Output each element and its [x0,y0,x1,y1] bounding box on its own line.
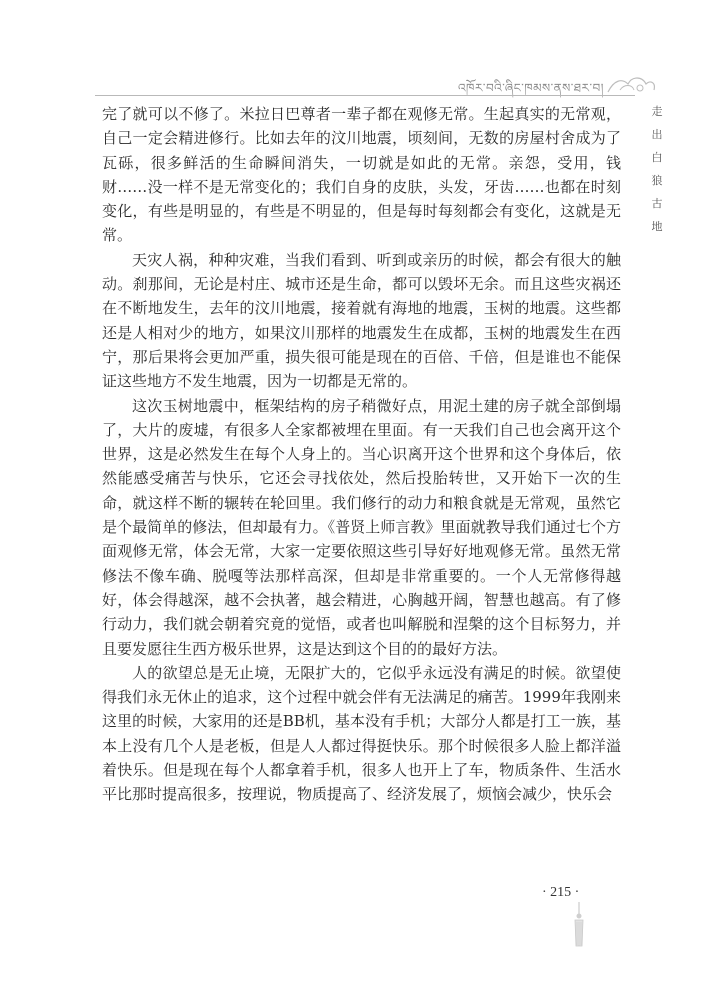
running-header [0,70,722,100]
body-text [102,102,621,807]
cloud-ornament-icon [606,72,656,98]
tassel-ornament-icon [568,902,590,950]
paragraph: 天灾人祸，种种灾难，当我们看到、听到或亲历的时候，都会有很大的触动。刹那间，无论是村庄、城市还是生命，都可以毁坏无余。而且这些灾祸还在不断地发生，去年的汶川地震，接着就有海地的地震，玉树的地震。这些都还是人相对少的地方，如果汶川那样的地震发生在成都，玉树的地震发生在西宁，那后果将会更加严重，损失很可能是现在的百倍、千倍，但是谁也不能保证这些地方不发生地震，因为一切都是无常的。 [102,250,621,391]
side-title-char: 白 [651,151,663,164]
paragraph: 这次玉树地震中，框架结构的房子稍微好点，用泥土建的房子就全部倒塌了，大片的废墟，有很多人全家都被埋在里面。有一天我们自己也会离开这个世界，这是必然发生在每个人身上的。当心识离开这个世界和这个身体后，依然能感受痛苦与快乐，它还会寻找依处，然后投胎转世，又开始下一次的生命，就这样不断的辗转在轮回里。我们修行的动力和粮食就是无常观，虽然它是个最简单的修法，但却最有力。《普贤上师言教》里面就教导我们通过七个方面观修无常，体会无常，大家一定要依照这些引导好好地观修无常。虽然无常修法不像车确、脱嘎等法那样高深，但却是非常重要的。一个人无常修得越好，体会得越深，越不会执著，越会精进，心胸越开阔，智慧也越高。有了修行动力，我们就会朝着究竟的觉悟，或者也叫解脱和涅槃的这个目标努力，并且要发愿往生西方极乐世界，这是达到这个目的的最好方法。 [102,396,621,658]
header-rule [95,95,635,96]
header-tibetan-text: འཁོར་བའི་ཞིང་ཁམས་ནས་ཐར་བ། [458,81,604,95]
page-number: · 215 · [542,885,580,900]
side-title-char: 古 [651,197,663,210]
side-title-char: 地 [651,220,663,233]
paragraph: 完了就可以不修了。米拉日巴尊者一辈子都在观修无常。生起真实的无常观，自己一定会精进修行。比如去年的汶川地震，顷刻间，无数的房屋村舍成为了瓦砾，很多鲜活的生命瞬间消失，一切就是如此的无常。亲怨，受用，钱财……没一样不是无常变化的；我们自身的皮肤，头发，牙齿……也都在时刻变化，有些是明显的，有些是不明显的，但是每时每刻都会有变化，这就是无常。 [102,105,621,245]
side-title-char: 走 [651,105,663,118]
paragraph: 人的欲望总是无止境，无限扩大的，它似乎永远没有满足的时候。欲望使得我们永无休止的追求，这个过程中就会伴有无法满足的痛苦。1999年我刚来这里的时候，大家用的还是BB机，基本没有手机；大部分人都是打工一族，基本上没有几个人是老板，但是人人都过得挺快乐。那个时候很多人脸上都洋溢着快乐。但是现在每个人都拿着手机，很多人也开上了车，物质条件、生活水平比那时提高很多，按理说，物质提高了、经济发展了，烦恼会减少，快乐会 [102,663,621,804]
side-book-title [649,100,665,238]
side-title-char: 狼 [651,174,663,187]
side-title-char: 出 [651,128,663,141]
